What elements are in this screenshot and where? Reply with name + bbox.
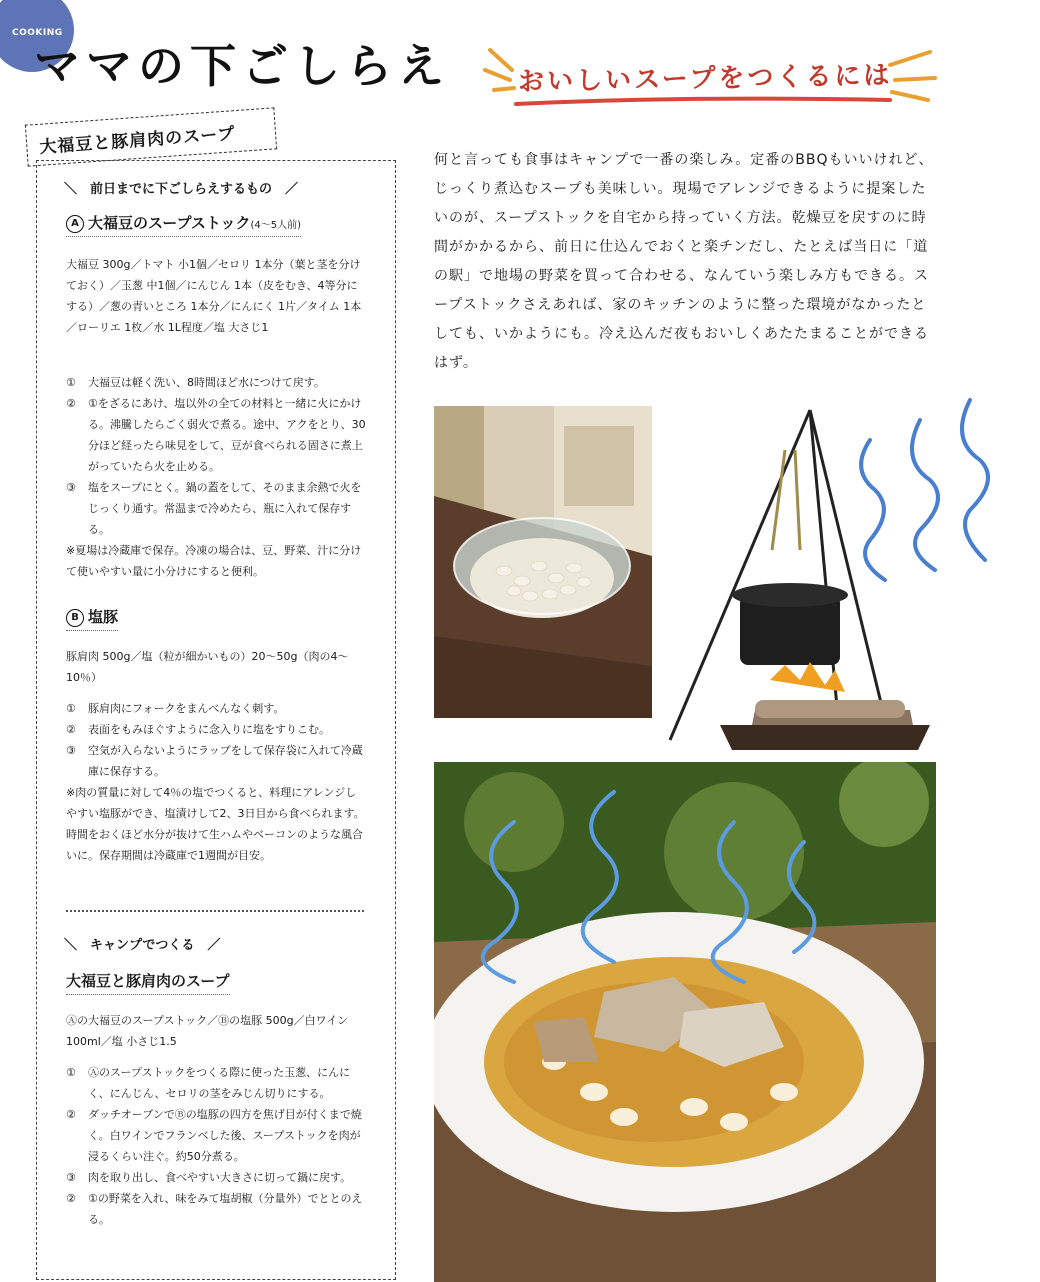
pork-steps <box>66 698 366 866</box>
soup-title: 大福豆と豚肩肉のスープ <box>66 970 230 995</box>
list-item: ③ 空気が入らないようにラップをして保存袋に入れて冷蔵庫に保存する。 <box>66 744 363 778</box>
list-item: ② ①をざるにあけ、塩以外の全ての材料と一緒に火にかける。沸騰したらごく弱火で煮る。途中、アクをとり、30分ほど経ったら味見をして、豆が食べられる固さに煮上がっていたら火を止める。 <box>66 397 366 473</box>
campfire-photo <box>660 380 1040 760</box>
pork-title: B 塩豚 <box>66 606 118 631</box>
pork-ingredients: 豚肩肉 500g／塩（粒が細かいもの）20〜50g（肉の4〜10％） <box>66 650 349 684</box>
list-item: ② ダッチオーブンでⒷの塩豚の四方を焦げ目が付くまで焼く。白ワインでフランベした後、スープストックを肉が浸るくらい注ぐ。約50分煮る。 <box>66 1108 362 1163</box>
subtitle: おいしいスープをつくるには <box>517 60 893 98</box>
soup-steps <box>66 1062 366 1230</box>
intro-text: 何と言っても食事はキャンプで一番の楽しみ。定番のBBQもいいけれど、じっくり煮込むスープも美味しい。現場でアレンジできるように提案したいのが、スープストックを自宅から持っていく方法。乾燥豆を戻すのに時間がかかるから、前日に仕込んでおくと楽チンだし、たとえば当日に「道の駅」で地場の野菜を買って合わせる、なんていう楽しみ方もできる。スープストックさえあれば、家のキッチンのように整った環境がなかったとしても、いかようにも。冷え込んだ夜もおいしくあたたまることができるはず。 <box>434 152 934 371</box>
mark-a-icon: A <box>66 215 84 233</box>
subtitle-block <box>480 30 940 120</box>
recipe-tab <box>25 107 277 166</box>
mark-b-icon: B <box>66 609 84 627</box>
divider <box>66 910 364 912</box>
list-item: ② ①の野菜を入れ、味をみて塩胡椒（分量外）でととのえる。 <box>66 1192 363 1226</box>
stock-note: ※夏場は冷蔵庫で保存。冷凍の場合は、豆、野菜、汁に分けて使いやすい量に小分けにすると便利。 <box>66 544 362 578</box>
list-item: ① 豚肩肉にフォークをまんべんなく刺す。 <box>66 702 285 715</box>
recipe-tab-label: 大福豆と豚肩肉のスープ <box>38 124 237 158</box>
list-item: ③ 塩をスープにとく。鍋の蓋をして、そのまま余熱で火をじっくり通す。常温まで冷めたら、瓶に入れて保存する。 <box>66 481 362 536</box>
page-title: ママの下ごしらえ <box>34 39 450 93</box>
list-item: ① 大福豆は軽く洗い、8時間ほど水につけて戻す。 <box>66 376 325 389</box>
stock-steps <box>66 372 366 582</box>
stock-title: A 大福豆のスープストック(4〜5人前) <box>66 212 301 237</box>
pork-note: ※肉の質量に対して4％の塩でつくると、料理にアレンジしやすい塩豚ができ、塩漬けして2、3日目から食べられます。時間をおくほど水分が抜けて生ハムやベーコンのような風合いに。保存期間は冷蔵庫で1週間が目安。 <box>66 786 365 862</box>
list-item: ③ 肉を取り出し、食べやすい大きさに切って鍋に戻す。 <box>66 1171 352 1184</box>
soup-photo <box>434 762 936 1282</box>
beans-photo <box>434 406 652 718</box>
list-item: ① Ⓐのスープストックをつくる際に使った玉葱、にんにく、にんじん、セロリの茎をみじん切りにする。 <box>66 1066 351 1100</box>
soup-ingredients: Ⓐの大福豆のスープストック／Ⓑの塩豚 500g／白ワイン 100ml／塩 小さじ1.5 <box>66 1014 349 1048</box>
prep-heading: ＼ 前日までに下ごしらえするもの ／ <box>64 182 299 197</box>
list-item: ② 表面をもみほぐすように念入りに塩をすりこむ。 <box>66 723 330 736</box>
badge-label: COOKING <box>12 28 63 38</box>
camp-heading: ＼ キャンプでつくる ／ <box>64 938 221 953</box>
stock-ingredients: 大福豆 300g／トマト 小1個／セロリ 1本分（葉と茎を分けておく）／玉葱 中1個／にんじん 1本（皮をむき、4等分にする）／葱の青いところ 1本分／にんにく 1片／タイム 1本／ローリエ 1枚／水 1L程度／塩 大さじ1 <box>66 258 362 334</box>
